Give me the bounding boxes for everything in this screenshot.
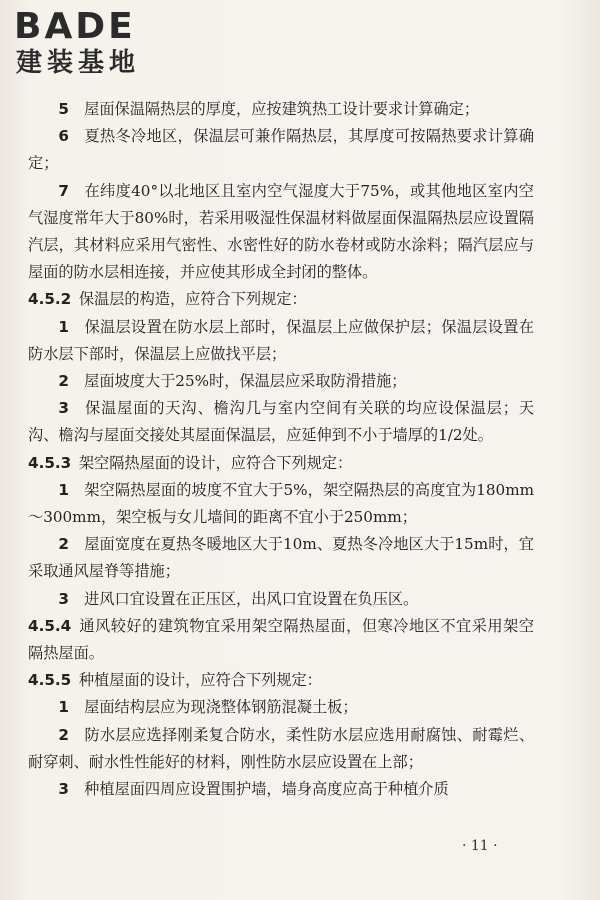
paragraph-text: 屋面结构层应为现浇整体钢筋混凝土板； — [84, 698, 358, 717]
list-item — [28, 123, 534, 177]
list-item — [28, 776, 534, 803]
list-item — [28, 96, 534, 123]
paragraph-text: 防水层应选择刚柔复合防水，柔性防水层应选用耐腐蚀、耐霉烂、耐穿刺、耐水性性能好的材料，刚性防水层应设置在上部； — [28, 725, 534, 771]
paragraph-text: 保温层设置在防水层上部时，保温层上应做保护层；保温层设置在防水层下部时，保温层上应做找平层； — [28, 317, 534, 363]
item-number: 1 — [58, 698, 69, 717]
paragraph-text: 屋面宽度在夏热冬暖地区大于10m、夏热冬冷地区大于15m时，宜采取通风屋脊等措施； — [28, 535, 534, 581]
item-number: 2 — [58, 725, 69, 744]
item-number: 3 — [58, 589, 69, 608]
paragraph-text: 夏热冬冷地区，保温层可兼作隔热层，其厚度可按隔热要求计算确定； — [28, 127, 534, 173]
paragraph-text: 保温层的构造，应符合下列规定： — [78, 290, 307, 309]
item-number: 2 — [58, 535, 69, 554]
section-number: 4.5.3 — [28, 453, 72, 472]
item-number: 6 — [58, 127, 69, 146]
list-item — [28, 178, 534, 287]
item-number: 5 — [58, 100, 69, 118]
paragraph-text: 架空隔热屋面的设计，应符合下列规定： — [78, 453, 353, 472]
item-number: 7 — [58, 181, 69, 200]
paragraph-text: 屋面保温隔热层的厚度，应按建筑热工设计要求计算确定； — [84, 100, 480, 118]
body-text — [28, 96, 534, 803]
page-number: · 11 · — [462, 838, 498, 854]
paragraph-text: 种植屋面四周应设置围护墙，墙身高度应高于种植介质 — [84, 780, 449, 799]
section-number: 4.5.4 — [28, 616, 72, 635]
section-number: 4.5.5 — [28, 671, 72, 690]
item-number: 3 — [58, 399, 69, 418]
paragraph-text: 架空隔热屋面的坡度不宜大于5%，架空隔热层的高度宜为180mm～300mm，架空板与女儿墙间的距离不宜小于250mm； — [28, 480, 534, 527]
list-item — [28, 586, 534, 613]
paragraph-text: 进风口宜设置在正压区，出风口宜设置在负压区。 — [84, 589, 419, 608]
section-heading — [28, 667, 534, 694]
list-item — [28, 314, 534, 368]
list-item — [28, 531, 534, 585]
section-number: 4.5.2 — [28, 290, 72, 309]
list-item — [28, 395, 534, 449]
list-item — [28, 477, 534, 531]
paragraph-text: 保温屋面的天沟、檐沟几与室内空间有关联的均应设保温层；天沟、檐沟与屋面交接处其屋面保温层，应延伸到不小于墙厚的1/2处。 — [28, 399, 534, 445]
paragraph-text: 屋面坡度大于25%时，保温层应采取防滑措施； — [84, 372, 407, 391]
item-number: 2 — [58, 372, 69, 391]
list-item — [28, 694, 534, 721]
paragraph-text: 在纬度40°以北地区且室内空气湿度大于75%，或其他地区室内空气湿度常年大于80%时，若采用吸湿性保温材料做屋面保温隔热层应设置隔汽层，其材料应采用气密性、水密性好的防水卷材或防水涂料；隔汽层应与屋面的防水层相连接，并应使其形成全封闭的整体。 — [28, 181, 534, 282]
bade-logo — [14, 8, 174, 80]
section-heading — [28, 450, 534, 477]
list-item — [28, 368, 534, 395]
logo-wordmark: BADE — [14, 6, 136, 47]
item-number: 1 — [58, 480, 69, 499]
item-number: 3 — [58, 780, 69, 799]
section-heading — [28, 613, 534, 667]
paragraph-text: 通风较好的建筑物宜采用架空隔热屋面，但寒冷地区不宜采用架空隔热屋面。 — [28, 616, 534, 663]
paragraph-text: 种植屋面的设计，应符合下列规定： — [78, 671, 322, 690]
section-heading — [28, 286, 534, 313]
list-item — [28, 722, 534, 776]
logo-subtitle: 建装基地 — [16, 48, 141, 78]
item-number: 1 — [58, 317, 69, 336]
